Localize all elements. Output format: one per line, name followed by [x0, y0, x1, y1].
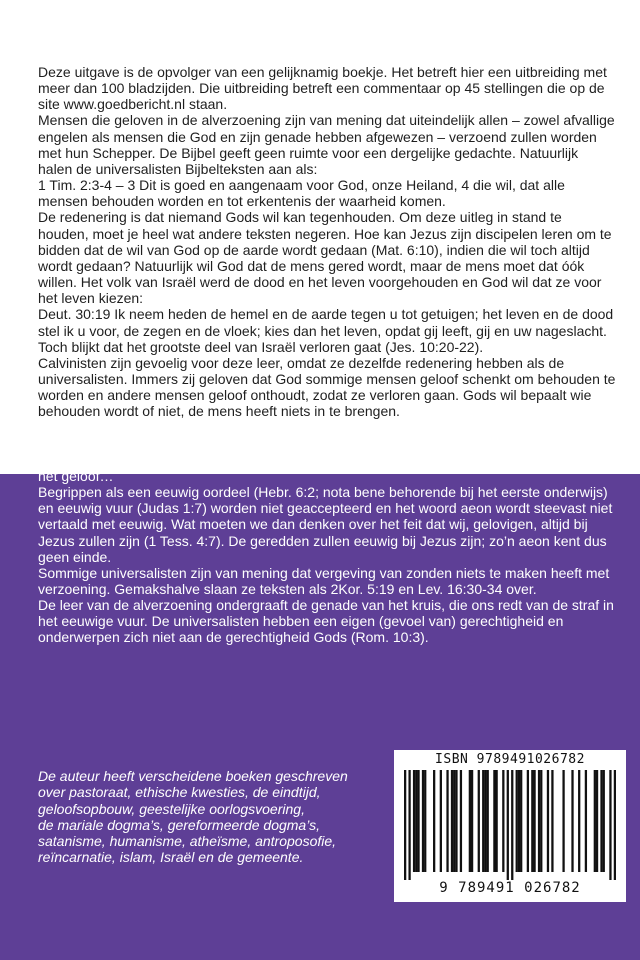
- barcode-bar: [540, 770, 542, 872]
- isbn-digit-group-2: 789491: [458, 880, 515, 896]
- isbn-digits: [394, 880, 626, 896]
- barcode-bar: [413, 770, 415, 872]
- isbn-digit-group-3: 026782: [524, 880, 581, 896]
- barcode-bar: [603, 770, 605, 872]
- intro-paragraph-5: Deut. 30:19 Ik neem heden de hemel en de aarde tegen u tot getuigen; het leven en de dood stel ik u voor, de zegen en de vloek; kies dan het leven, opdat gij leeft, gij en uw nageslacht.: [38, 306, 614, 339]
- author-line: De auteur heeft verscheidene boeken geschreven: [38, 768, 348, 784]
- barcode-bar: [562, 770, 564, 872]
- barcode-bar: [484, 770, 486, 872]
- barcode-bar: [600, 770, 602, 872]
- barcode-bar: [551, 770, 553, 872]
- barcode-bar: [518, 770, 520, 872]
- author-line: reïncarnatie, islam, Israël en de gemeente.: [38, 849, 304, 866]
- barcode-bar: [446, 770, 448, 872]
- purple-paragraph-4: De leer van de alverzoening ondergraaft de genade van het kruis, die ons redt van de straf in het eeuwige vuur. De universalisten hebben een eigen (gevoel van) gerechtigheid en onderwerpen zich niet aan de gerechtigheid Gods (Rom. 10:3).: [38, 597, 614, 646]
- barcode-bar: [424, 770, 426, 872]
- barcode-bar: [417, 770, 419, 872]
- author-line: de mariale dogma’s, gereformeerde dogma’s,: [38, 816, 320, 833]
- barcode-bar: [482, 770, 484, 872]
- barcode-bar: [493, 770, 495, 872]
- purple-paragraph-3: Sommige universalisten zijn van mening dat vergeving van zonden niets te maken heeft met verzoening. Gemakshalve slaan ze teksten als 2Kor. 5:19 en Lev. 16:30-34 over.: [38, 564, 610, 597]
- barcode-bar: [527, 770, 529, 872]
- intro-paragraph-7: Calvinisten zijn gevoelig voor deze leer, omdat ze dezelfde redenering hebben als de universalisten. Immers zij geloven dat God sommige mensen geloof schenkt om behouden te worden en andere mensen geloof onthoudt, zodat ze verloren gaan. Gods wil bepaalt wie behouden wordt of niet, de mens heeft niets in te brengen.: [38, 354, 616, 420]
- barcode-bar: [440, 770, 442, 872]
- author-line: geloofsopbouw, geestelijke oorlogsvoering,: [38, 800, 305, 817]
- barcode-bar: [578, 770, 580, 872]
- back-cover-text: [38, 64, 616, 646]
- barcode-bar: [478, 770, 480, 872]
- intro-paragraph-6: Toch blijkt dat het grootste deel van Israël verloren gaat (Jes. 10:20-22).: [38, 338, 484, 355]
- purple-paragraph-2: Begrippen als een eeuwig oordeel (Hebr. 6:2; nota bene behorende bij het eerste onderwijs) en eeuwig vuur (Judas 1:7) worden niet geaccepteerd en het woord aeon wordt steevast niet vertaald met eeuwig. Wat moeten we dan denken over het feit dat wij, gelovigen, altijd bij Jezus zullen zijn (1 Tess. 4:7). De geredden zullen eeuwig bij Jezus zijn; zo’n aeon kent dus geen einde.: [38, 484, 613, 565]
- author-note: [38, 768, 378, 866]
- intro-paragraph-2: Mensen die geloven in de alverzoening zijn van mening dat uiteindelijk allen – zowel afvallige engelen als mensen die God en zijn genade hebben afgewezen – verzoend zullen worden met hun Schepper. De Bijbel geeft geen ruimte voor een dergelijke gedachte. Natuurlijk halen de universalisten Bijbelteksten aan als:: [38, 112, 615, 177]
- barcode-bar: [495, 770, 497, 872]
- author-line: satanisme, humanisme, atheïsme, antroposofie,: [38, 833, 337, 850]
- barcode-bar: [516, 770, 518, 872]
- barcode-bar: [487, 770, 489, 872]
- isbn-label: ISBN 9789491026782: [435, 752, 585, 767]
- barcode-bar: [404, 770, 406, 880]
- isbn-digit-group-1: 9: [439, 880, 449, 896]
- barcode-bar: [502, 770, 504, 872]
- barcode-bar: [433, 770, 435, 872]
- barcode-bar: [511, 770, 513, 880]
- barcode-bar: [460, 770, 462, 872]
- barcode-bar: [596, 770, 598, 872]
- barcode-bar: [408, 770, 410, 880]
- barcode-bar: [594, 770, 596, 872]
- barcode-bar: [614, 770, 616, 880]
- author-line: over pastoraat, ethische kwesties, de eindtijd,: [38, 784, 321, 801]
- intro-paragraph-3: 1 Tim. 2:3-4 – 3 Dit is goed en aangenaam voor God, onze Heiland, 4 die wil, dat alle mensen behouden worden en tot erkentenis der waarheid komen.: [38, 177, 565, 210]
- barcode-bar: [547, 770, 549, 872]
- barcode-bar: [531, 770, 533, 872]
- barcode-bar: [471, 770, 473, 872]
- barcode-bar: [609, 770, 611, 880]
- barcode-bar: [469, 770, 471, 872]
- barcode-bar: [453, 770, 455, 872]
- intro-paragraph-1: Deze uitgave is de opvolger van een gelijknamig boekje. Het betreft hier een uitbreiding met meer dan 100 bladzijden. Die uitbreiding betreft een commentaar op 45 stellingen die op de site www.goedbericht.nl staan.: [38, 64, 607, 113]
- barcode-bar: [455, 770, 457, 872]
- barcode-bar: [415, 770, 417, 872]
- barcode-bars: [404, 770, 616, 880]
- barcode-bar: [571, 770, 573, 872]
- barcode-bar: [451, 770, 453, 872]
- purple-paragraph-1: Men vergeet dat God de mens altijd voor de keus stelt, vandaar de oproep van Jezus: ‘Bekeert u, want het Koninkrijk Gods is nabij gekomen’ (Mat. 4:17). Het zou pervers zijn indien Jezus dit zegt terwijl Hij er bij denkt: maar jij kan je niet bekeren, want ik onthoud jou het geloof…: [38, 419, 601, 484]
- barcode-bar: [520, 770, 522, 872]
- isbn-barcode: [394, 750, 626, 902]
- intro-paragraph-4: De redenering is dat niemand Gods wil kan tegenhouden. Om deze uitleg in stand te houden, moet je heel wat andere teksten negeren. Hoe kan Jezus zijn discipelen leren om te bidden dat de wil van God op de aarde wordt gedaan (Mat. 6:10), indien die wil toch altijd wordt gedaan? Natuurlijk wil God dat de mens gered wordt, maar de mens moet dat óók willen. Het volk van Israël werd de dood en het leven voorgehouden en God wil dat ze voor het leven kiezen:: [38, 209, 612, 307]
- barcode-bar: [538, 770, 540, 872]
- barcode-bar: [585, 770, 587, 872]
- barcode-bar: [507, 770, 509, 880]
- barcode-bar: [422, 770, 424, 872]
- barcode-bar: [533, 770, 535, 872]
